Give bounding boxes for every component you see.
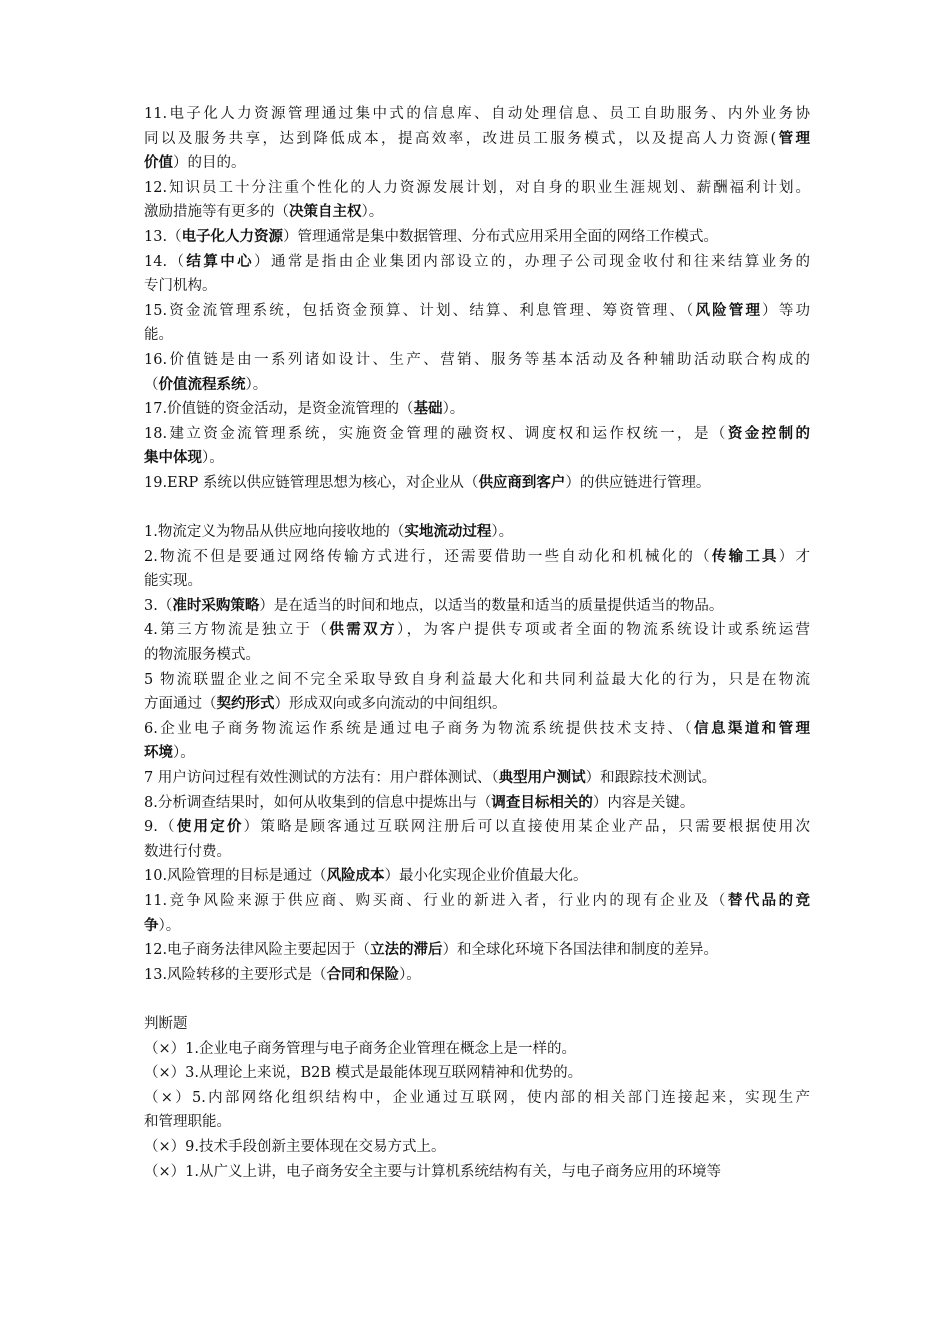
answer-text: 供需双方 [329,622,397,639]
question-text: ）和全球化环境下各国法律和制度的差异。 [442,942,719,959]
answer-text: 使用定价 [176,819,244,836]
question-item [144,594,810,619]
text-line [144,1061,810,1086]
question-text: 18.建立资金流管理系统，实施资金管理的融资权、调度权和运作权统一，是（ [144,425,728,442]
question-item [144,520,810,545]
question-text: 19.ERP 系统以供应链管理思想为核心，对企业从（ [144,474,479,491]
question-item [144,791,810,816]
question-text: 的物流服务模式。 [144,647,260,664]
question-text: 11.竞争风险来源于供应商、购买商、行业的新进入者，行业内的现有企业及（ [144,893,728,909]
question-text: ）和跟踪技术测试。 [585,770,717,787]
answer-text: 价值流程系统 [158,376,246,393]
question-text: （×）3.从理论上来说，B2B 模式是最能体现互联网精神和优势的。 [144,1065,583,1082]
question-item [144,348,810,397]
answer-text: 传输工具 [711,548,779,565]
question-item [144,545,810,594]
text-line [144,348,810,373]
answer-text: 环境 [144,745,173,762]
text-line [144,323,810,348]
answer-text: 立法的滞后 [370,942,443,959]
question-text: 能。 [144,327,173,344]
text-line [144,151,810,176]
text-line [144,864,810,889]
section-gap [144,496,810,521]
text-line [144,889,810,914]
question-text: 能实现。 [144,573,202,590]
answer-text: 管理 [776,130,811,147]
text-line [144,643,810,668]
question-text: ）的目的。 [173,155,246,172]
section-gap [144,987,810,1012]
question-text: ）。 [202,450,224,467]
question-text: ）是在适当的时间和地点，以适当的数量和适当的质量提供适当的物品。 [259,597,724,614]
question-text: 15.资金流管理系统，包括资金预算、计划、结算、利息管理、筹资管理、（ [144,302,696,319]
section-judge [144,1012,810,1184]
question-item [144,864,810,889]
question-item [144,668,810,717]
text-line [144,840,810,865]
question-text: （×）9.技术手段创新主要体现在交易方式上。 [144,1138,446,1155]
answer-text: 资金控制的 [727,425,811,442]
question-text: ）策略是顾客通过互联网注册后可以直接使用某企业产品，只需要根据使用次 [243,819,810,836]
question-text: 5 物流联盟企业之间不完全采取导致自身利益最大化和共同利益最大化的行为，只是在物流 [144,671,810,688]
answer-text: 替代品的竞 [727,893,811,909]
question-text: 13.（ [144,228,182,245]
question-text: 12.电子商务法律风险主要起因于（ [144,942,371,959]
question-text: ）最小化实现企业价值最大化。 [384,868,588,885]
text-line [144,594,810,619]
question-item [144,963,810,988]
text-line [144,127,810,152]
text-line [144,299,810,324]
text-line [144,717,810,742]
question-text: ），为客户提供专项或者全面的物流系统设计或系统运营 [396,622,811,639]
question-item [144,397,810,422]
text-line [144,1160,810,1185]
question-item [144,618,810,667]
answer-text: 供应商到客户 [478,474,566,491]
answer-text: 基础 [413,401,443,418]
question-text: 7 用户访问过程有效性测试的方法有：用户群体测试、（ [144,770,499,787]
question-item [144,422,810,471]
text-line [144,520,810,545]
question-text: （×）5.内部网络化组织结构中，企业通过互联网，使内部的相关部门连接起来，实现生产 [144,1089,810,1106]
question-item [144,176,810,225]
question-text: ）的供应链进行管理。 [565,474,711,491]
text-line [144,741,810,766]
question-text: 16.价值链是由一系列诸如设计、生产、营销、服务等基本活动及各种辅助活动联合构成的 [144,351,810,368]
question-text: 2.物流不但是要通过网络传输方式进行，还需要借助一些自动化和机械化的（ [144,548,712,565]
answer-text: 合同和保险 [326,966,400,983]
question-text: 方面通过（ [144,696,217,713]
text-line [144,225,810,250]
text-line [144,545,810,570]
text-line [144,914,810,939]
answer-text: 结算中心 [186,253,255,270]
question-text: 8.分析调查结果时，如何从收集到的信息中提炼出与（ [144,794,492,811]
question-item [144,1135,810,1160]
text-line [144,668,810,693]
question-text: 专门机构。 [144,278,217,295]
answer-text: 契约形式 [216,696,275,713]
question-item [144,250,810,299]
question-item [144,1037,810,1062]
answer-text: 集中体现 [144,450,202,467]
question-text: ）。 [491,524,514,541]
question-item [144,766,810,791]
question-text: 11.电子化人力资源管理通过集中式的信息库、自动处理信息、员工自助服务、内外业务协 [144,106,810,122]
text-line [144,569,810,594]
question-text: （ [144,376,159,393]
question-item [144,471,810,496]
question-text: ）。 [361,204,384,221]
answer-text: 准时采购策略 [172,597,260,614]
text-line [144,766,810,791]
question-text: ）管理通常是集中数据管理、分布式应用采用全面的网络工作模式。 [283,228,719,245]
question-text: 3.（ [144,597,173,614]
question-text: ）。 [173,745,195,762]
question-item [144,102,810,176]
question-text: ）才 [778,548,811,565]
question-text: 4.第三方物流是独立于（ [144,622,330,639]
question-item [144,1061,810,1086]
question-text: 同以及服务共享，达到降低成本，提高效率，改进员工服务模式，以及提高人力资源( [144,130,777,147]
question-item [144,225,810,250]
question-item [144,1012,810,1037]
question-text: 和管理职能。 [144,1114,231,1131]
text-line [144,692,810,717]
question-text: ）。 [245,376,268,393]
question-text: ）通常是指由企业集团内部设立的，办理子公司现金收付和往来结算业务的 [254,253,811,270]
section-fill-1 [144,102,810,496]
text-line [144,938,810,963]
question-text: 12.知识员工十分注重个性化的人力资源发展计划，对自身的职业生涯规划、薪酬福利计划。 [144,179,810,196]
question-item [144,1160,810,1185]
text-line [144,176,810,201]
question-text: ）等功 [762,302,810,319]
question-item [144,1086,810,1135]
text-line [144,200,810,225]
answer-text: 信息渠道和管理 [694,720,810,737]
section-fill-2 [144,520,810,987]
question-item [144,815,810,864]
question-text: 数进行付费。 [144,843,231,860]
text-line [144,250,810,275]
question-text: （×）1.企业电子商务管理与电子商务企业管理在概念上是一样的。 [144,1040,576,1057]
answer-text: 风险成本 [326,868,385,885]
question-text: ）。 [158,917,181,934]
question-text: 激励措施等有更多的（ [144,204,289,221]
text-line [144,102,810,127]
question-text: 9.（ [144,819,177,836]
text-line [144,471,810,496]
question-item [144,717,810,766]
answer-text: 典型用户测试 [498,770,586,787]
question-item [144,299,810,348]
text-line [144,963,810,988]
text-line [144,1086,810,1111]
question-text: ）形成双向或多向流动的中间组织。 [274,696,507,713]
answer-text: 决策自主权 [289,204,362,221]
text-line [144,1037,810,1062]
text-line [144,1110,810,1135]
document-page [144,102,810,1184]
question-item [144,889,810,938]
text-line [144,397,810,422]
text-line [144,446,810,471]
text-line [144,1012,810,1037]
question-text: 1.物流定义为物品从供应地向接收地的（ [144,524,405,541]
answer-text: 电子化人力资源 [181,228,284,245]
text-line [144,815,810,840]
question-text: ）。 [442,401,465,418]
text-line [144,373,810,398]
answer-text: 争 [144,917,159,934]
answer-text: 调查目标相关的 [491,794,593,811]
text-line [144,274,810,299]
question-text: 17.价值链的资金活动，是资金流管理的（ [144,401,414,418]
text-line [144,618,810,643]
answer-text: 价值 [144,155,173,172]
question-text: （×）1.从广义上讲，电子商务安全主要与计算机系统结构有关，与电子商务应用的环境等 [144,1163,721,1180]
question-item [144,938,810,963]
question-text: 14.（ [144,253,187,270]
answer-text: 风险管理 [695,302,763,319]
answer-text: 实地流动过程 [404,524,492,541]
question-text: ）。 [399,966,421,983]
question-text: 13.风险转移的主要形式是（ [144,966,327,983]
text-line [144,1135,810,1160]
question-text: 10.风险管理的目标是通过（ [144,868,327,885]
question-text: 6.企业电子商务物流运作系统是通过电子商务为物流系统提供技术支持、（ [144,720,695,737]
text-line [144,791,810,816]
text-line [144,422,810,447]
question-text: 判断题 [144,1015,188,1032]
question-text: ）内容是关键。 [592,794,695,811]
